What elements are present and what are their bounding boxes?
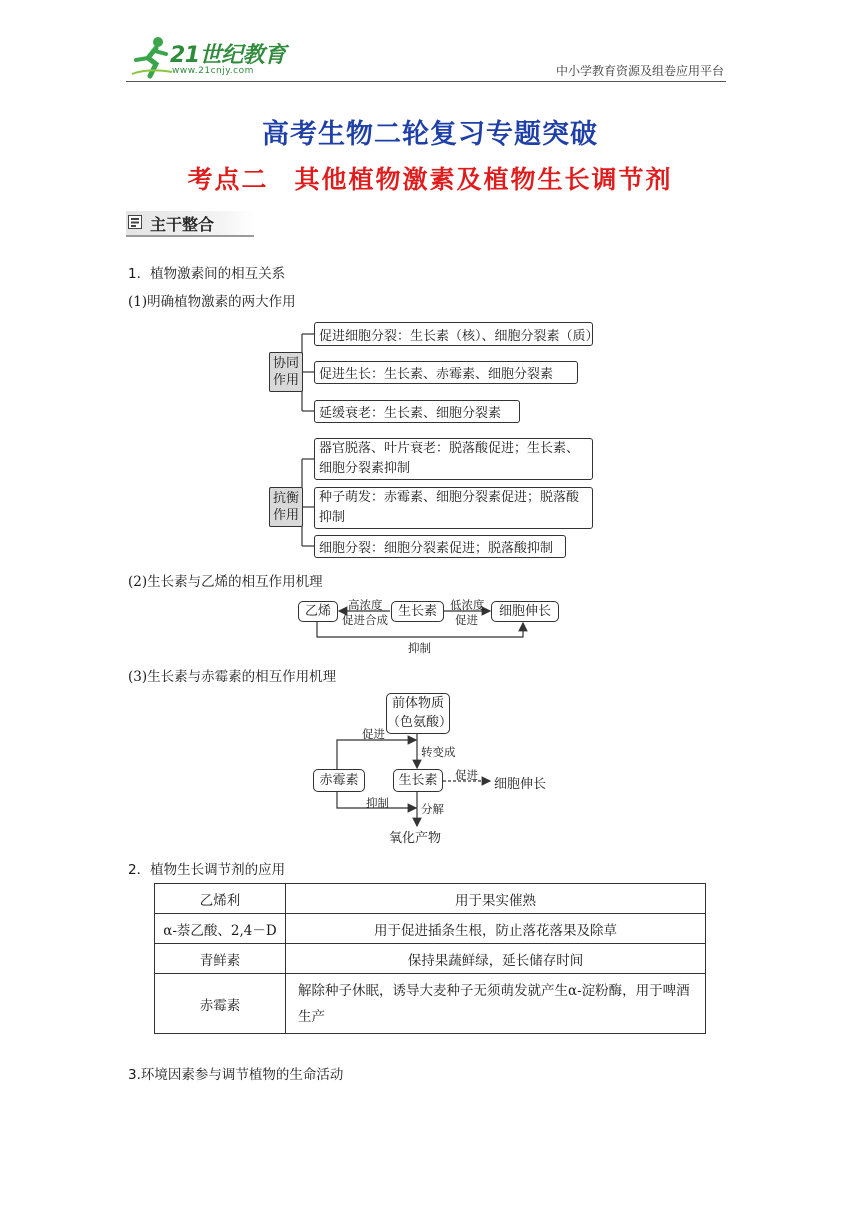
antagonism-label-l1: 抗衡 xyxy=(272,491,299,506)
regulator-use: 保持果蔬鲜绿，延长储存时间 xyxy=(286,944,706,974)
table-row xyxy=(155,884,706,914)
s1-p2: (2)生长素与乙烯的相互作用机理 xyxy=(128,574,323,590)
ga-label-decompose: 分解 xyxy=(421,802,444,816)
table-row xyxy=(155,944,706,974)
ga-label-inhibit: 抑制 xyxy=(366,796,389,810)
label-high-conc: 高浓度 xyxy=(348,598,383,612)
ga-label-convert: 转变成 xyxy=(421,745,456,759)
synergy-item-division: 促进细胞分裂：生长素（核）、细胞分裂素（质） xyxy=(314,322,593,346)
subtitle-point: 考点二 xyxy=(187,165,269,194)
label-promote-synth: 促进合成 xyxy=(342,613,388,627)
synergy-item-senescence: 延缓衰老：生长素、细胞分裂素 xyxy=(314,400,520,423)
ga-oxidation-text: 氧化产物 xyxy=(389,831,442,846)
regulator-name: 乙烯利 xyxy=(155,884,286,914)
regulator-name: 赤霉素 xyxy=(155,974,286,1034)
regulator-use: 用于果实催熟 xyxy=(286,884,706,914)
regulator-use: 解除种子休眠，诱导大麦种子无须萌发就产生α-淀粉酶，用于啤酒生产 xyxy=(286,974,706,1034)
auxin-box: 生长素 xyxy=(391,601,444,622)
s3-heading: 3.环境因素参与调节植物的生命活动 xyxy=(128,1067,344,1083)
s1-p3: (3)生长素与赤霉素的相互作用机理 xyxy=(128,669,337,685)
ga-label-promote: 促进 xyxy=(362,727,385,741)
logo-text: 21世纪教育 xyxy=(170,43,286,68)
gibberellin-box: 赤霉素 xyxy=(313,769,365,792)
ga-label-promote-right: 促进 xyxy=(455,768,478,782)
section-heading: 主干整合 xyxy=(150,215,215,234)
precursor-box xyxy=(386,693,453,734)
regulator-name: α-萘乙酸、2,4－D xyxy=(155,914,286,944)
precursor-line1: 前体物质 xyxy=(391,696,444,711)
antagonism-item-germination: 种子萌发：赤霉素、细胞分裂素促进；脱落酸抑制 xyxy=(314,487,593,529)
subtitle-topic: 其他植物激素及植物生长调节剂 xyxy=(294,165,673,194)
elongation-box: 细胞伸长 xyxy=(491,601,559,622)
regulator-name: 青鲜素 xyxy=(155,944,286,974)
page-title: 高考生物二轮复习专题突破 xyxy=(262,119,598,150)
ethylene-box: 乙烯 xyxy=(298,601,338,622)
s1-p1: (1)明确植物激素的两大作用 xyxy=(128,294,296,310)
label-promote: 促进 xyxy=(455,613,478,627)
antagonism-item-division: 细胞分裂：细胞分裂素促进；脱落酸抑制 xyxy=(314,535,566,558)
antagonism-label-l2: 作用 xyxy=(272,508,299,523)
ga-auxin-box: 生长素 xyxy=(393,769,443,792)
s1-heading: 1．植物激素间的相互关系 xyxy=(128,266,286,282)
table-row xyxy=(155,914,706,944)
synergy-label-l1: 协同 xyxy=(272,356,299,371)
ga-elongation-text: 细胞伸长 xyxy=(494,777,547,792)
table-row xyxy=(155,974,706,1034)
label-inhibit: 抑制 xyxy=(408,641,431,655)
logo-url: www.21cnjy.com xyxy=(172,66,254,76)
synergy-label-l2: 作用 xyxy=(272,373,299,388)
label-low-conc: 低浓度 xyxy=(450,598,485,612)
header-platform-text: 中小学教育资源及组卷应用平台 xyxy=(555,64,724,78)
synergy-item-growth: 促进生长：生长素、赤霉素、细胞分裂素 xyxy=(314,361,578,384)
regulator-use: 用于促进插条生根，防止落花落果及除草 xyxy=(286,914,706,944)
regulator-table xyxy=(154,883,706,1034)
precursor-line2: （色氨酸） xyxy=(387,715,453,730)
antagonism-item-abscission: 器官脱落、叶片衰老：脱落酸促进；生长素、细胞分裂素抑制 xyxy=(314,438,593,480)
s2-heading: 2．植物生长调节剂的应用 xyxy=(128,862,286,878)
